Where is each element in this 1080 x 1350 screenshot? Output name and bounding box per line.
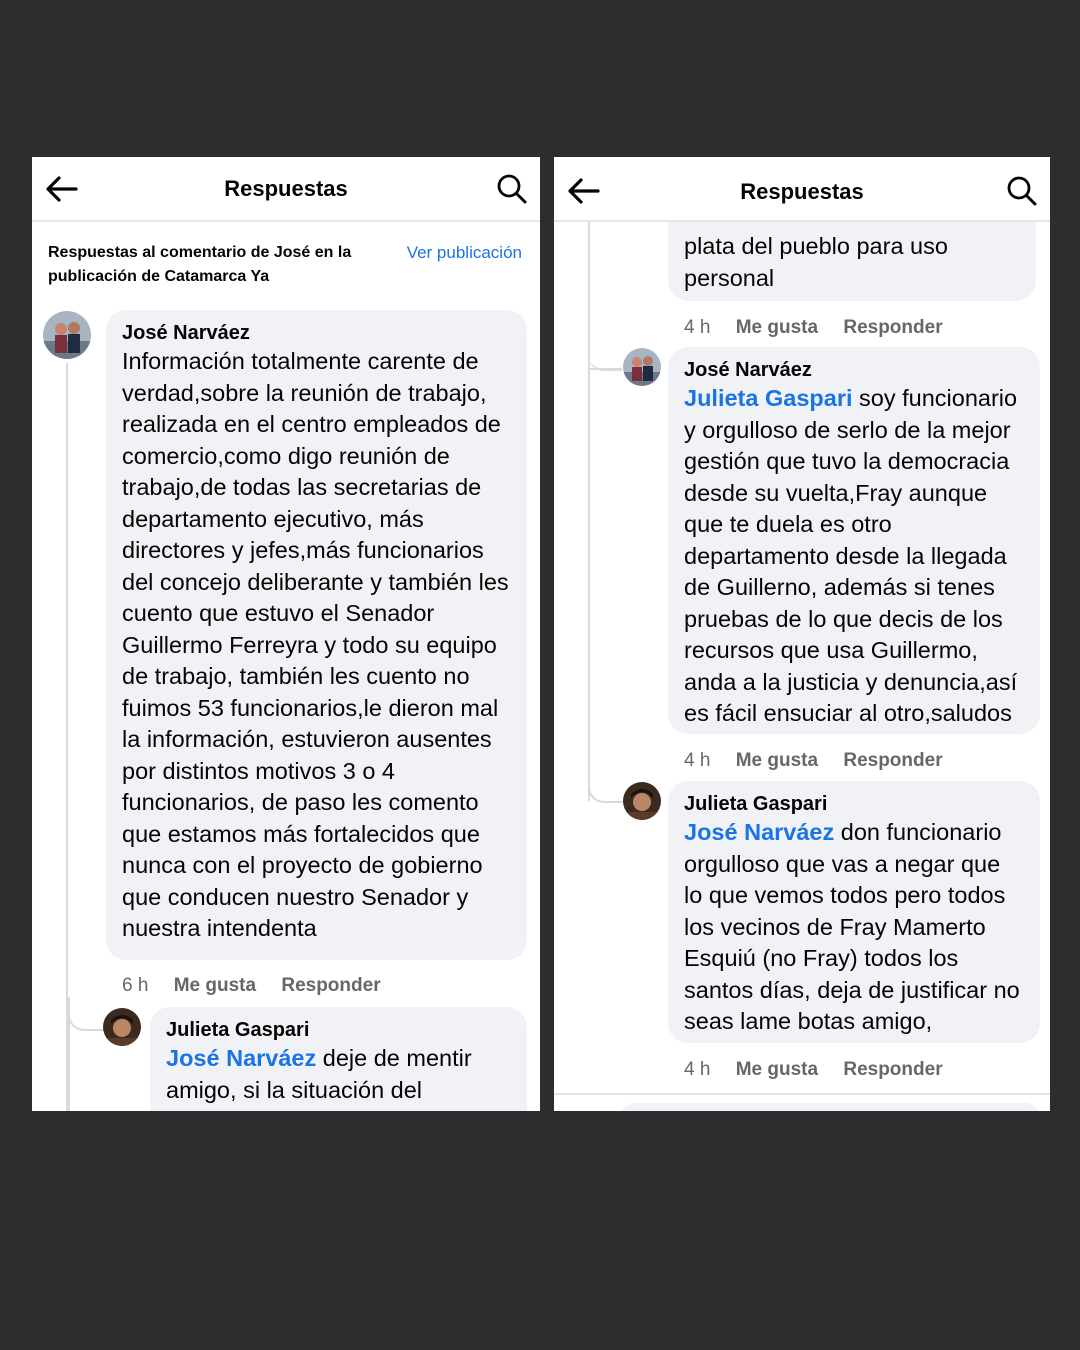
right-screenshot-panel [554, 157, 1050, 1111]
reply-context-text: Respuestas al comentario de José en la publicación de Catamarca Ya [48, 244, 352, 285]
page-title: Respuestas [740, 179, 864, 204]
search-icon[interactable] [496, 173, 528, 205]
comment-bubble [668, 347, 1040, 734]
header [554, 157, 1050, 222]
comment-actions [684, 750, 963, 772]
divider [554, 1093, 1050, 1095]
view-post-link[interactable]: Ver publicación [406, 243, 522, 262]
thread-connector [588, 777, 624, 803]
avatar[interactable] [103, 1008, 141, 1046]
comment-actions [684, 317, 963, 339]
reply-author[interactable]: Julieta Gaspari [166, 1019, 310, 1041]
reply-button[interactable]: Responder [281, 975, 381, 996]
thread-connector [68, 997, 104, 1031]
comment-author[interactable]: José Narváez [122, 322, 250, 344]
comment-text: Información totalmente carente de verdad,sobre la reunión de trabajo, realizada en el centro empleados de comercio,como digo reunión de trabajo,de todas las secretarias de departamento ejecutivo, más directores y jefes,más funcionarios del concejo deliberante y también les cuento que estuvo el Senador Guillermo Ferreyra y todo su equipo de trabajo, también les cuento no fuimos 53 funcionarios,le dieron mal la información, estuvieron ausentes por distintos motivos 3 o 4 funcionarios, de paso les comento que estamos más fortalecidos que nunca con el proyecto de gobierno que conducen nuestro Senador y nuestra intendenta [122, 348, 509, 941]
mention-link[interactable]: José Narváez [166, 1045, 317, 1071]
comment-time: 4 h [684, 1059, 711, 1080]
mention-link[interactable]: José Narváez [684, 819, 835, 845]
comment-time: 6 h [122, 975, 149, 996]
reply-button[interactable]: Responder [843, 1059, 943, 1080]
avatar[interactable] [623, 782, 661, 820]
comment-author[interactable]: Julieta Gaspari [684, 793, 828, 815]
comment-bubble [106, 310, 527, 960]
comment-bubble [620, 1103, 1040, 1111]
avatar[interactable] [43, 311, 91, 359]
like-button[interactable]: Me gusta [173, 975, 257, 996]
comment-bubble [668, 781, 1040, 1043]
header [32, 157, 540, 222]
avatar[interactable] [623, 348, 661, 386]
comment-actions [684, 1059, 963, 1081]
like-button[interactable]: Me gusta [735, 317, 819, 338]
left-screenshot-panel [32, 157, 540, 1111]
thread-connector [588, 339, 622, 371]
comment-text: José Narváez don funcionario orgulloso que vas a negar que lo que vemos todos pero todos los vecinos de Fray Mamerto Esquiú (no Fray) todos los santos días, deja de justificar no seas lame botas amigo, [684, 819, 1020, 1034]
mention-link[interactable]: Julieta Gaspari [684, 385, 853, 411]
search-icon[interactable] [1006, 175, 1038, 207]
reply-button[interactable]: Responder [843, 750, 943, 771]
reply-bubble [150, 1007, 527, 1111]
comment-time: 4 h [684, 750, 711, 771]
comment-author[interactable]: José Narváez [684, 359, 812, 381]
comment-time: 4 h [684, 317, 711, 338]
page-title: Respuestas [224, 176, 348, 201]
comment-actions [122, 975, 401, 997]
reply-text: José Narváez deje de mentir amigo, si la situación del [166, 1045, 472, 1103]
comment-text: plata del pueblo para uso personal [684, 233, 948, 291]
thread-line [588, 221, 590, 801]
reply-button[interactable]: Responder [843, 317, 943, 338]
thread-connector [588, 368, 622, 370]
comment-text: Julieta Gaspari soy funcionario y orgulloso de serlo de la mejor gestión que tuvo la democracia desde su vuelta,Fray aunque que te duela es otro departamento desde la llegada de Guillerno, además si tenes pruebas de lo que decis de los recursos que usa Guillermo, anda a la justicia y denuncia,así es fácil ensuciar al otro,saludos [684, 385, 1018, 726]
like-button[interactable]: Me gusta [735, 750, 819, 771]
like-button[interactable]: Me gusta [735, 1059, 819, 1080]
